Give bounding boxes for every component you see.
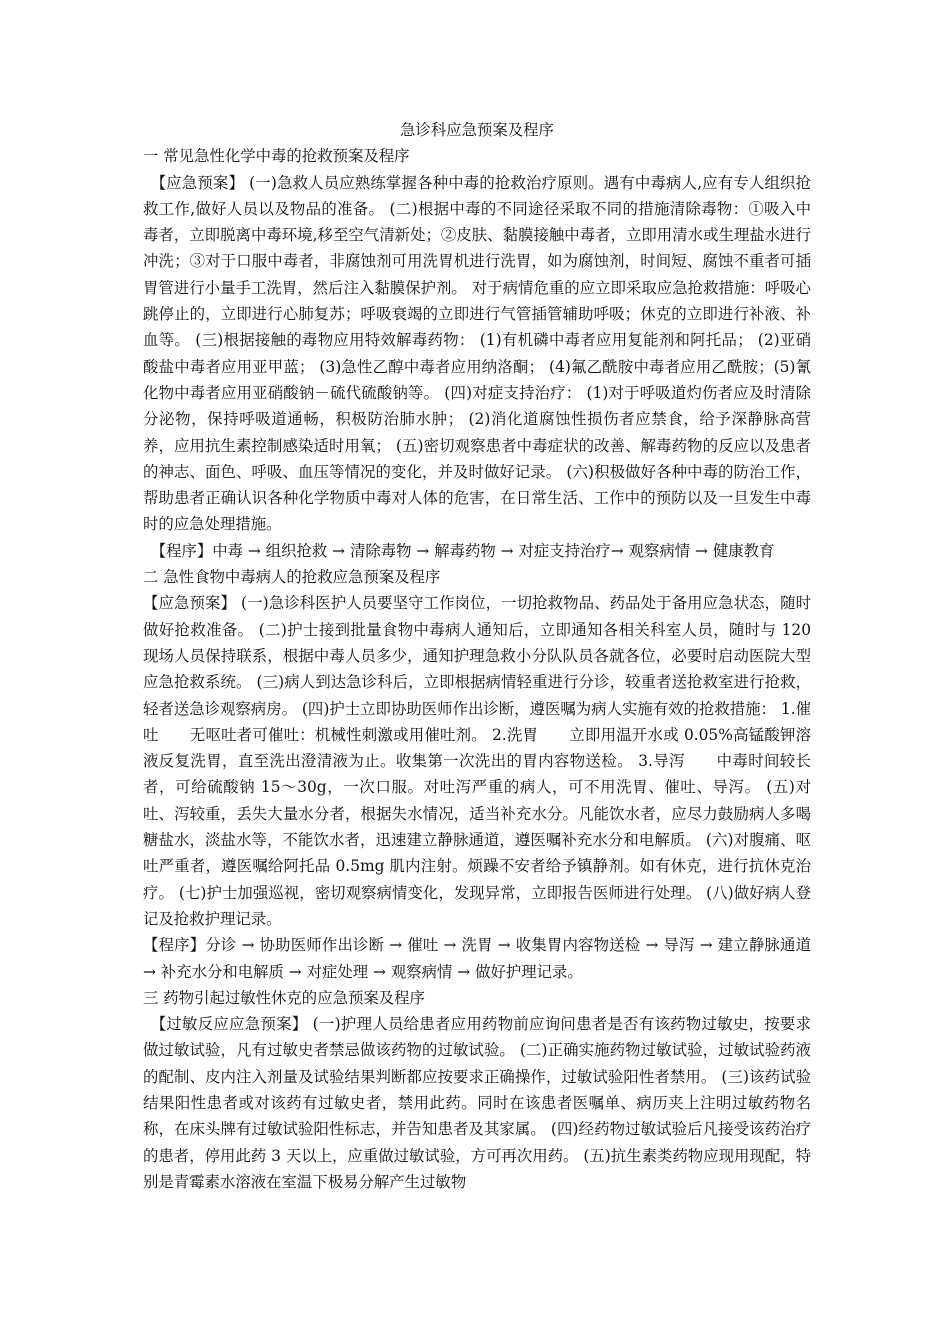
section-2-plan: 【应急预案】 (一)急诊科医护人员要坚守工作岗位，一切抢救物品、药品处于备用应急状态，随时做好抢救准备。 (二)护士接到批量食物中毒病人通知后，立即通知各相关科室人员，随时与 120 现场人员保持联系，根据中毒人员多少，通知护理急救小分队队员各就各位，必要时启动医院大型应急抢救系统。 (三)病人到达急诊科后，立即根据病情轻重进行分诊，较重者送抢救室进行抢救，轻者送急诊观察病房。 (四)护士立即协助医师作出诊断，遵医嘱为病人实施有效的抢救措施： 1.催吐 无呕吐者可催吐：机械性刺激或用催吐剂。 2.洗胃 立即用温开水或 0.05%高锰酸钾溶液反复洗胃，直至洗出澄清液为止。收集第一次洗出的胃内容物送检。 3.导泻 中毒时间较长者，可给硫酸钠 15～30g，一次口服。对吐泻严重的病人，可不用洗胃、催吐、导泻。 (五)对吐、泻较重，丢失大量水分者，根据失水情况，适当补充水分。凡能饮水者，应尽力鼓励病人多喝糖盐水，淡盐水等，不能饮水者，迅速建立静脉通道，遵医嘱补充水分和电解质。 (六)对腹痛、呕吐严重者，遵医嘱给阿托品 0.5mg 肌内注射。烦躁不安者给予镇静剂。如有休克，进行抗休克治疗。 (七)护士加强巡视，密切观察病情变化，发现异常，立即报告医师进行处理。 (八)做好病人登记及抢救护理记录。 bbox=[143, 594, 811, 928]
section-2-heading: 二 急性食物中毒病人的抢救应急预案及程序 bbox=[143, 568, 441, 587]
section-1-heading: 一 常见急性化学中毒的抢救预案及程序 bbox=[143, 147, 410, 166]
section-1-procedure: 【程序】中毒 → 组织抢救 → 清除毒物 → 解毒药物 → 对症支持治疗→ 观察病情 → 健康教育 bbox=[150, 541, 775, 560]
document-page bbox=[143, 117, 811, 1195]
document-title: 急诊科应急预案及程序 bbox=[400, 121, 554, 139]
section-1-plan: 【应急预案】 (一)急救人员应熟练掌握各种中毒的抢救治疗原则。遇有中毒病人,应有专人组织抢救工作,做好人员以及物品的准备。 (二)根据中毒的不同途径采取不同的措施清除毒物：①吸入中毒者，立即脱离中毒环境,移至空气清新处；②皮肤、黏膜接触中毒者，立即用清水或生理盐水进行冲洗；③对于口服中毒者，非腐蚀剂可用洗胃机进行洗胃，如为腐蚀剂，时间短、腐蚀不重者可插胃管进行小量手工洗胃，然后注入黏膜保护剂。 对于病情危重的应立即采取应急抢救措施：呼吸心跳停止的，立即进行心肺复苏；呼吸衰竭的立即进行气管插管辅助呼吸；休克的立即进行补液、补血等。 (三)根据接触的毒物应用特效解毒药物： (1)有机磷中毒者应用复能剂和阿托品； (2)亚硝酸盐中毒者应用亚甲蓝； (3)急性乙醇中毒者应用纳洛酮； (4)氟乙酰胺中毒者应用乙酰胺；(5)氰化物中毒者应用亚硝酸钠－硫代硫酸钠等。 (四)对症支持治疗： (1)对于呼吸道灼伤者应及时清除分泌物，保持呼吸道通畅，积极防治肺水肿； (2)消化道腐蚀性损伤者应禁食，给予深静脉高营养，应用抗生素控制感染适时用氧； (五)密切观察患者中毒症状的改善、解毒药物的反应以及患者的神志、面色、呼吸、血压等情况的变化，并及时做好记录。 (六)积极做好各种中毒的防治工作，帮助患者正确认识各种化学物质中毒对人体的危害，在日常生活、工作中的预防以及一旦发生中毒时的应急处理措施。 bbox=[143, 173, 811, 534]
section-2-procedure: 【程序】分诊 → 协助医师作出诊断 → 催吐 → 洗胃 → 收集胃内容物送检 → 导泻 → 建立静脉通道 → 补充水分和电解质 → 对症处理 → 观察病情 → 做好护理记录。 bbox=[143, 936, 811, 981]
section-3-plan: 【过敏反应应急预案】 (一)护理人员给患者应用药物前应询问患者是否有该药物过敏史，按要求做过敏试验，凡有过敏史者禁忌做该药物的过敏试验。 (二)正确实施药物过敏试验，过敏试验药液的配制、皮内注入剂量及试验结果判断都应按要求正确操作，过敏试验阳性者禁用。 (三)该药试验结果阳性患者或对该药有过敏史者，禁用此药。同时在该患者医嘱单、病历夹上注明过敏药物名称，在床头牌有过敏试验阳性标志，并告知患者及其家属。 (四)经药物过敏试验后凡接受该药治疗的患者，停用此药 3 天以上，应重做过敏试验，方可再次用药。 (五)抗生素类药物应现用现配，特别是青霉素水溶液在室温下极易分解产生过敏物 bbox=[143, 1015, 811, 1191]
section-3-heading: 三 药物引起过敏性休克的应急预案及程序 bbox=[143, 988, 425, 1007]
